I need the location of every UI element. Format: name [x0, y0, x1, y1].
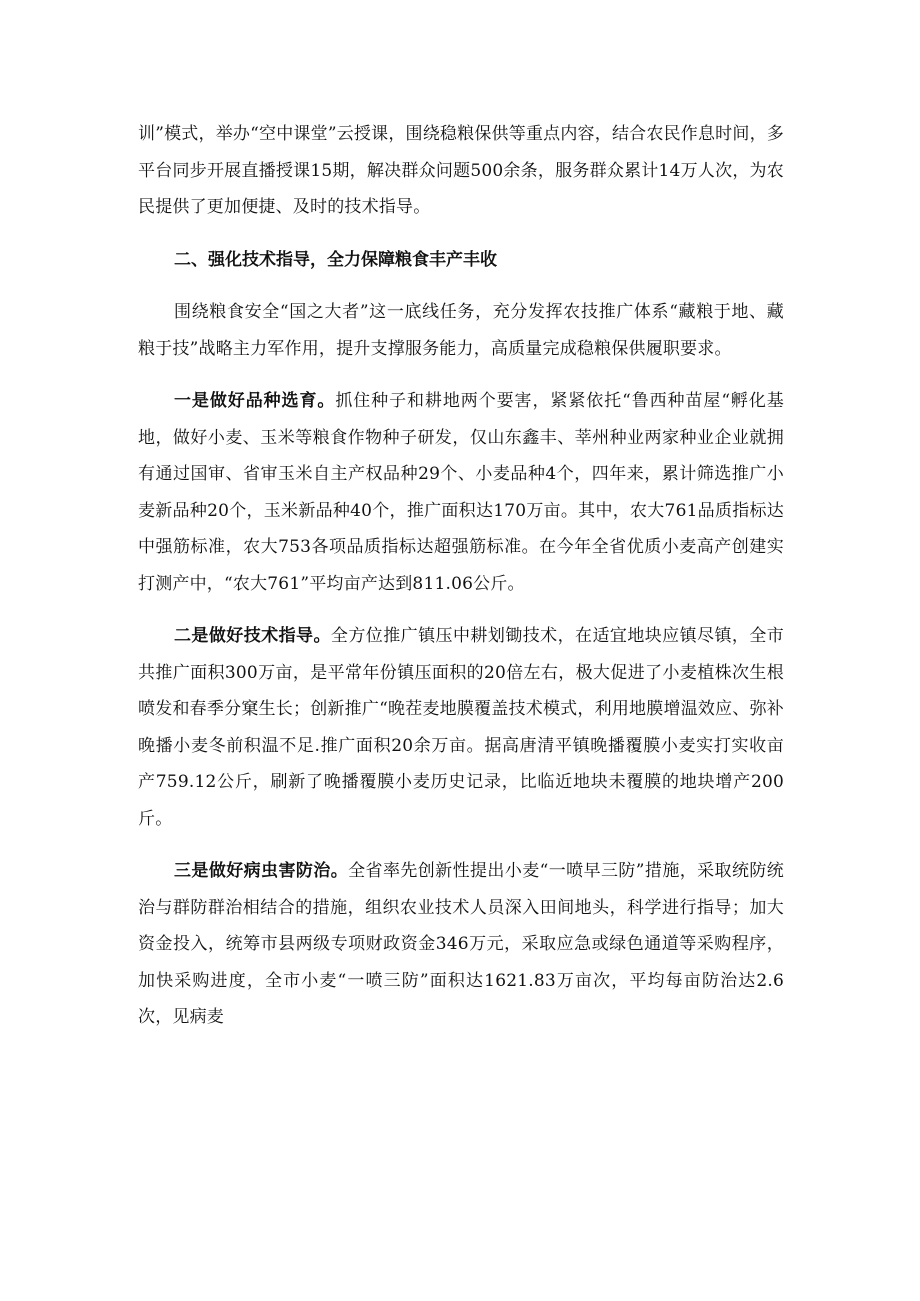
paragraph-technical-guidance [138, 618, 784, 837]
paragraph-pest-control [138, 853, 784, 1036]
paragraph-live-training: 训”模式，举办“空中课堂”云授课，围绕稳粮保供等重点内容，结合农民作息时间，多平台同步开展直播授课15期，解决群众问题500余条，服务群众累计14万人次，为农民提供了更加便捷、及时的技术指导。 [138, 124, 784, 217]
paragraph-food-security: 围绕粮食安全“国之大者”这一底线任务，充分发挥农技推广体系“藏粮于地、藏粮于技”战略主力军作用，提升支撑服务能力，高质量完成稳粮保供履职要求。 [138, 302, 784, 359]
body-pest-control: 全省率先创新性提出小麦“一喷早三防”措施，采取统防统治与群防群治相结合的措施，组织农业技术人员深入田间地头，科学进行指导；加大资金投入，统筹市县两级专项财政资金346万元，采取应急或绿色通道等采购程序，加快采购进度，全市小麦“一喷三防”面积达1621.83万亩次，平均每亩防治达2.6次，见病麦 [138, 861, 784, 1027]
body-technical-guidance: 全方位推广镇压中耕划锄技术，在适宜地块应镇尽镇，全市共推广面积300万亩，是平常年份镇压面积的20倍左右，极大促进了小麦植株次生根喷发和春季分窠生长；创新推广“晚茬麦地膜覆盖技术模式，利用地膜增温效应、弥补晚播小麦冬前积温不足.推广面积20余万亩。据高唐清平镇晚播覆膜小麦实打实收亩产759.12公斤，刷新了晚播覆膜小麦历史记录，比临近地块未覆膜的地块增产200斤。 [138, 626, 784, 829]
lead-pest-control: 三是做好病虫害防治。 [174, 861, 349, 881]
section-heading-2: 二、强化技术指导，全力保障粮食丰产丰收 [174, 249, 497, 270]
lead-technical-guidance: 二是做好技术指导。 [174, 626, 331, 646]
body-variety-breeding: 抓住种子和耕地两个要害，紧紧依托“鲁西种苗屋“孵化基地，做好小麦、玉米等粮食作物种子研发，仅山东鑫丰、莘州种业两家种业企业就拥有通过国审、省审玉米自主产权品种29个、小麦品种4个，四年来，累计筛选推广小麦新品种20个，玉米新品种40个，推广面积达170万亩。其中，农大761品质指标达中强筋标准，农大753各项品质指标达超强筋标准。在今年全省优质小麦高产创建实打测产中，“农大761”平均亩产达到811.06公斤。 [138, 391, 784, 594]
document-page [138, 116, 784, 1036]
lead-variety-breeding: 一是做好品种选育。 [174, 391, 336, 411]
paragraph-variety-breeding [138, 383, 784, 602]
